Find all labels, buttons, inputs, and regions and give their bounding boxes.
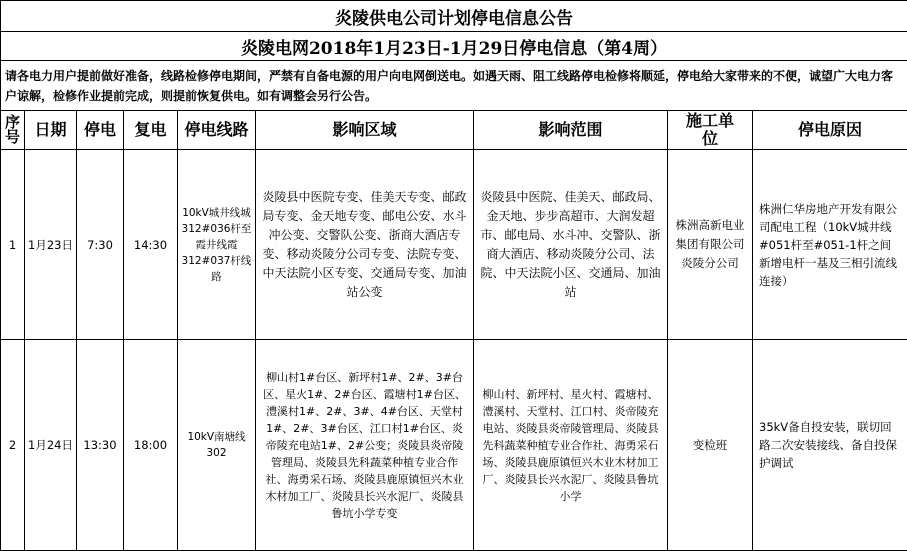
row-unit: 变检班 xyxy=(668,340,753,551)
row-scope: 柳山村、新坪村、星火村、霞塘村、澧溪村、天堂村、江口村、炎帝陵充电站、炎陵县炎帝陵管理局、炎陵县先科蔬菜种植专业合作社、海勇采石场、炎陵县鹿原镇恒兴木业木材加工厂、炎陵县长兴水泥厂、炎陵县鲁坑小学 xyxy=(474,340,668,551)
row-area: 炎陵县中医院专变、佳美天专变、邮政局专变、金天地专变、邮电公安、水斗冲公变、交警队公变、浙商大酒店专变、移动炎陵分公司专变、法院专变、中天法院小区专变、交通局专变、加油站公变 xyxy=(256,150,474,340)
row-date: 1月24日 xyxy=(25,340,77,551)
row-reason: 株洲仁华房地产开发有限公司配电工程（10kV城井线#051杆至#051-1杆之间新增电杆一基及三相引流线连接） xyxy=(753,150,907,340)
table-row xyxy=(1,150,907,340)
header-off: 停电 xyxy=(77,111,124,150)
header-date: 日期 xyxy=(25,111,77,150)
row-on-time: 14:30 xyxy=(124,150,178,340)
header-reason: 停电原因 xyxy=(753,111,907,150)
header-seq: 序号 xyxy=(1,111,25,150)
row-reason: 35kV备自投安装，联切回路二次安装接线、备自投保护调试 xyxy=(753,340,907,551)
row-area: 柳山村1#台区、新坪村1#、2#、3#台区、星火1#、2#台区、霞塘村1#台区、澧溪村1#、2#、3#、4#台区、天堂村1#、2#、3#台区、江口村1#台区、炎帝陵充电站1#、2#公变；炎陵县炎帝陵管理局、炎陵县先科蔬菜种植专业合作社、海勇采石场、炎陵县鹿原镇恒兴木业木材加工厂、炎陵县长兴水泥厂、炎陵县鲁坑小学专变 xyxy=(256,340,474,551)
header-line: 停电线路 xyxy=(178,111,256,150)
row-off-time: 13:30 xyxy=(77,340,124,551)
row-seq: 1 xyxy=(1,150,25,340)
row-date: 1月23日 xyxy=(25,150,77,340)
table-row xyxy=(1,340,907,551)
row-line: 10kV城井线城312#036杆至霞井线霞312#037杆线路 xyxy=(178,150,256,340)
row-unit: 株洲高新电业集团有限公司炎陵分公司 xyxy=(668,150,753,340)
header-scope: 影响范围 xyxy=(474,111,668,150)
row-seq: 2 xyxy=(1,340,25,551)
row-off-time: 7:30 xyxy=(77,150,124,340)
header-unit: 施工单位 xyxy=(668,111,753,150)
header-area: 影响区域 xyxy=(256,111,474,150)
page-subtitle: 炎陵电网2018年1月23日-1月29日停电信息（第4周） xyxy=(1,32,907,61)
notice-text: 请各电力用户提前做好准备，线路检修停电期间，严禁有自备电源的用户向电网倒送电。如遇天雨、阻工线路停电检修将顺延，停电给大家带来的不便，诚望广大电力客户谅解，检修作业提前完成，则提前恢复供电。如有调整会另行公告。 xyxy=(1,61,907,111)
row-scope: 炎陵县中医院、佳美天、邮政局、金天地、步步高超市、大润发超市、邮电局、水斗冲、交警队、浙商大酒店、移动炎陵分公司、法院、中天法院小区、交通局、加油站 xyxy=(474,150,668,340)
page-title: 炎陵供电公司计划停电信息公告 xyxy=(1,1,907,32)
row-on-time: 18:00 xyxy=(124,340,178,551)
header-row xyxy=(1,111,907,150)
row-line: 10kV南塘线302 xyxy=(178,340,256,551)
header-on: 复电 xyxy=(124,111,178,150)
